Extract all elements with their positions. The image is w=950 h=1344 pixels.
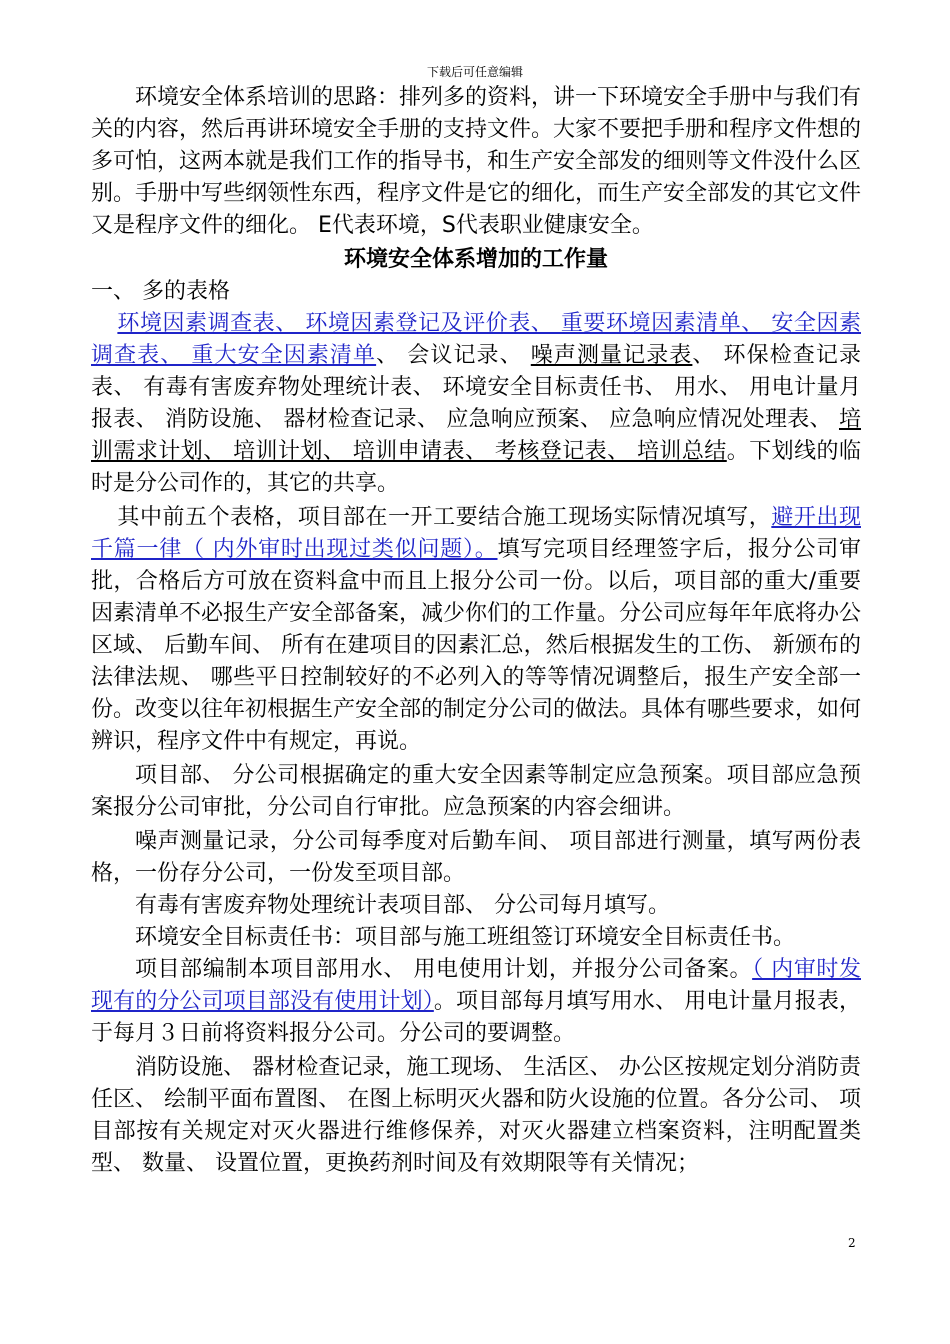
page-header: 下载后可任意编辑 [426, 65, 523, 79]
p3-text-b: 填写完项目经理签字后，报分公司审批，合格后方可放在资料盒中而且上报分公司一份。以后，项目部的重大/重要因素清单不必报生产安全部备案，减少你们的工作量。分公司应每年年底将办公区域、 后勤车间、 所有在建项目的因素汇总，然后根据发生的工伤、 新颁布的法律法规、 哪些平日控制较好的不必列入的等等情况调整后，报生产安全部一份。改变以往年初根据生产安全部的制定分公司的做法。具体有哪些要求，如何辨识，程序文件中有规定，再说。 [91, 537, 862, 754]
section-1-title: 一、 多的表格 [91, 279, 230, 304]
linked-forms-list[interactable]: 环境因素调查表、 环境因素登记及评价表、 重要环境因素清单、 安全因素调查表、 重大安全因素清单 [91, 311, 861, 368]
page-number: 2 [848, 1236, 856, 1250]
audit-finding-note[interactable]: （ 内审时发现有的分公司项目部没有使用计划） [91, 957, 861, 1014]
intro-paragraph: 环境安全体系培训的思路：排列多的资料，讲一下环境安全手册中与我们有关的内容，然后再讲环境安全手册的支持文件。大家不要把手册和程序文件想的多可怕，这两本就是我们工作的指导书，和生产安全部发的细则等文件没什么区别。手册中写些纲领性东西，程序文件是它的细化，而生产安全部发的其它文件又是程序文件的细化。 E代表环境，S代表职业健康安全。 [91, 85, 862, 238]
forms-text-3: 。下划线的临时是分公司作的，其它的共享。 [91, 439, 861, 496]
emergency-plan-paragraph: 项目部、 分公司根据确定的重大安全因素等制定应急预案。项目部应急预案报分公司审批，分公司自行审批。应急预案的内容会细讲。 [91, 763, 861, 820]
p3-text-a: 其中前五个表格，项目部在一开工要结合施工现场实际情况填写， [117, 505, 772, 530]
target-responsibility-paragraph: 环境安全目标责任书：项目部与施工班组签订环境安全目标责任书。 [135, 925, 796, 950]
p8-text-a: 项目部编制本项目部用水、 用电使用计划，并报分公司备案。 [135, 957, 753, 982]
water-electricity-paragraph [91, 954, 861, 1050]
section-heading: 环境安全体系增加的工作量 [343, 247, 608, 272]
first-five-forms-paragraph [91, 502, 861, 758]
document-body [91, 82, 861, 1180]
forms-text-2: 、 环保检查记录表、 有毒有害废弃物处理统计表、 环境安全目标责任书、 用水、 用电计量月报表、 消防设施、 器材检查记录、 应急响应预案、 应急响应情况处理表、 [91, 343, 861, 432]
forms-list-paragraph [91, 308, 861, 500]
forms-text-1: 、 会议记录、 [376, 343, 531, 368]
hazardous-waste-paragraph: 有毒有害废弃物处理统计表项目部、 分公司每月填写。 [135, 893, 670, 918]
p8-text-b: 。项目部每月填写用水、 用电计量月报表，于每月３日前将资料报分公司。分公司的要调整。 [91, 989, 861, 1046]
avoid-duplication-note[interactable]: 避开出现千篇一律（ 内外审时出现过类似问题）。 [91, 505, 861, 562]
noise-measurement-paragraph: 噪声测量记录，分公司每季度对后勤车间、 项目部进行测量，填写两份表格，一份存分公司，一份发至项目部。 [91, 829, 861, 886]
underlined-training-forms: 培训需求计划、 培训计划、 培训申请表、 考核登记表、 培训总结 [91, 407, 861, 464]
fire-equipment-paragraph: 消防设施、 器材检查记录，施工现场、 生活区、 办公区按规定划分消防责任区、 绘制平面布置图、 在图上标明灭火器和防火设施的位置。各分公司、 项目部按有关规定对灭火器进行维修保养，对灭火器建立档案资料，注明配置类型、 数量、 设置位置，更换药剂时间及有效期限等有关情况； [91, 1055, 861, 1176]
underlined-form-noise: 噪声测量记录表 [530, 343, 693, 368]
